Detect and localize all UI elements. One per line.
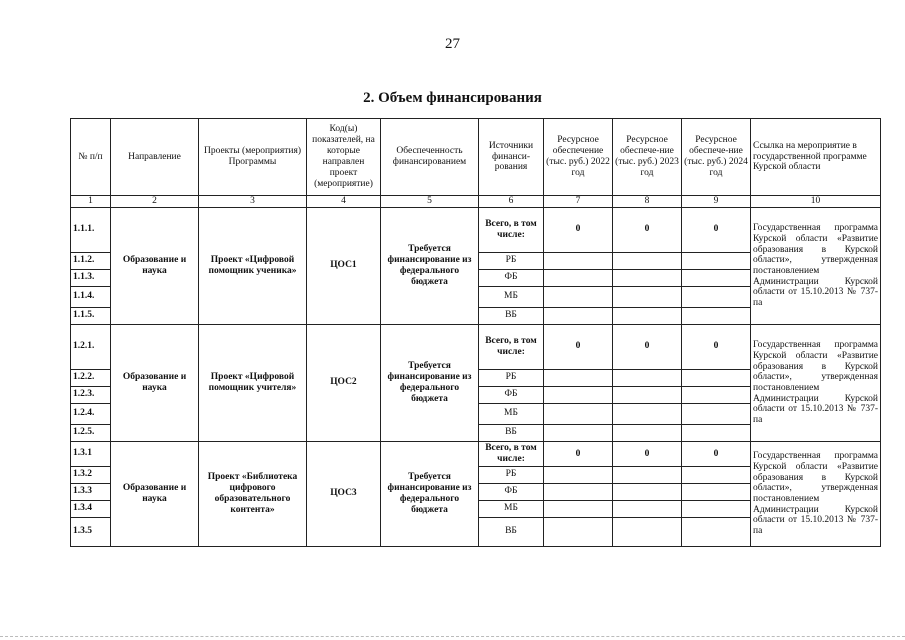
source-cell: Всего, в том числе: [479,207,544,252]
code-cell: ЦОС2 [307,324,381,441]
column-number-row [71,196,881,208]
project-cell: Проект «Цифровой помощник ученика» [199,207,307,324]
column-number: 8 [613,196,682,208]
row-id: 1.2.2. [71,369,111,386]
header-cell: Ресурсное обеспечение (тыс. руб.) 2022 год [544,119,613,196]
section-title: 2. Объем финансирования [363,90,542,106]
column-number: 1 [71,196,111,208]
row-id: 1.3.4 [71,500,111,517]
header-cell: Источники финанси-рования [479,119,544,196]
source-cell: МБ [479,286,544,307]
value-2022: 0 [544,324,613,369]
row-id: 1.3.1 [71,441,111,466]
header-cell: Проекты (мероприятия) Программы [199,119,307,196]
row-id: 1.1.3. [71,269,111,286]
column-number: 9 [682,196,751,208]
program-link-cell: Государственная программа Курской области «Развитие образования в Курской области», утвержденная постановлением Администрации Курской области от 15.10.2013 № 737-па [751,207,881,324]
source-cell: РБ [479,466,544,483]
header-cell: Ресурсное обеспече-ние (тыс. руб.) 2024 год [682,119,751,196]
row-id: 1.1.5. [71,307,111,324]
row-id: 1.2.3. [71,386,111,403]
value-2024: 0 [682,207,751,252]
source-cell: ФБ [479,269,544,286]
source-cell: ФБ [479,386,544,403]
table-row [71,207,881,252]
code-cell: ЦОС3 [307,441,381,546]
source-cell: РБ [479,252,544,269]
header-cell: Направление [111,119,199,196]
project-cell: Проект «Цифровой помощник учителя» [199,324,307,441]
column-number: 10 [751,196,881,208]
direction-cell: Образование и наука [111,441,199,546]
page-number: 27 [445,36,460,52]
source-cell: МБ [479,403,544,424]
source-cell: ФБ [479,483,544,500]
row-id: 1.2.5. [71,424,111,441]
column-number: 7 [544,196,613,208]
row-id: 1.2.1. [71,324,111,369]
column-number: 3 [199,196,307,208]
value-2022: 0 [544,207,613,252]
funding-cell: Требуется финансирование из федерального бюджета [381,441,479,546]
header-cell: Код(ы) показателей, на которые направлен проект (мероприятие) [307,119,381,196]
source-cell: Всего, в том числе: [479,441,544,466]
column-number: 6 [479,196,544,208]
project-cell: Проект «Библиотека цифрового образовательного контента» [199,441,307,546]
source-cell: ВБ [479,517,544,546]
row-id: 1.1.2. [71,252,111,269]
value-2024: 0 [682,324,751,369]
value-2023: 0 [613,207,682,252]
value-2022: 0 [544,441,613,466]
source-cell: РБ [479,369,544,386]
column-number: 2 [111,196,199,208]
header-cell: № п/п [71,119,111,196]
value-2023: 0 [613,324,682,369]
code-cell: ЦОС1 [307,207,381,324]
header-row [71,119,881,196]
row-id: 1.1.1. [71,207,111,252]
page-bottom-edge [0,636,905,638]
table-row [71,441,881,466]
table-row [71,324,881,369]
source-cell: МБ [479,500,544,517]
column-number: 4 [307,196,381,208]
row-id: 1.3.3 [71,483,111,500]
header-cell: Ссылка на мероприятие в государственной программе Курской области [751,119,881,196]
funding-cell: Требуется финансирование из федерального бюджета [381,207,479,324]
header-cell: Обеспеченность финансированием [381,119,479,196]
source-cell: ВБ [479,307,544,324]
source-cell: ВБ [479,424,544,441]
financing-table [70,118,881,547]
header-cell: Ресурсное обеспече-ние (тыс. руб.) 2023 год [613,119,682,196]
direction-cell: Образование и наука [111,324,199,441]
direction-cell: Образование и наука [111,207,199,324]
row-id: 1.3.2 [71,466,111,483]
program-link-cell: Государственная программа Курской области «Развитие образования в Курской области», утвержденная постановлением Администрации Курской области от 15.10.2013 № 737-па [751,441,881,546]
row-id: 1.1.4. [71,286,111,307]
row-id: 1.2.4. [71,403,111,424]
column-number: 5 [381,196,479,208]
value-2024: 0 [682,441,751,466]
value-2023: 0 [613,441,682,466]
program-link-cell: Государственная программа Курской области «Развитие образования в Курской области», утвержденная постановлением Администрации Курской области от 15.10.2013 № 737-па [751,324,881,441]
row-id: 1.3.5 [71,517,111,546]
source-cell: Всего, в том числе: [479,324,544,369]
funding-cell: Требуется финансирование из федерального бюджета [381,324,479,441]
